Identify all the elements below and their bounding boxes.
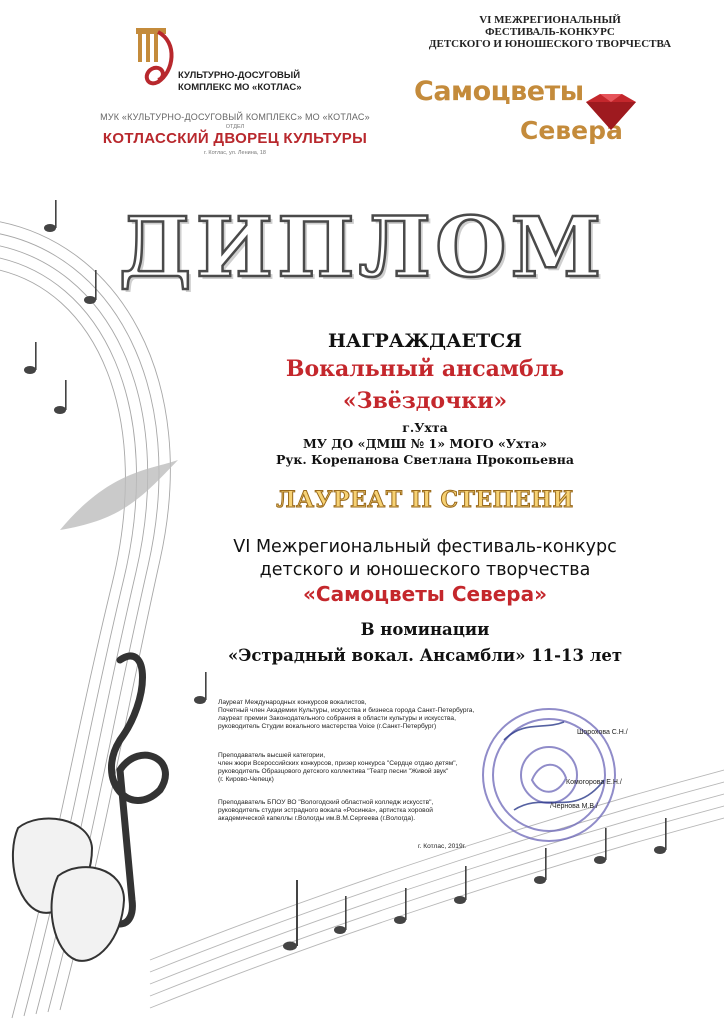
group-name-line-2: «Звёздочки» bbox=[342, 388, 508, 414]
org-full-name: МУК «КУЛЬТУРНО-ДОСУГОВЫЙ КОМПЛЕКС» МО «КОТЛАС» bbox=[100, 112, 370, 122]
festival-name: «Самоцветы Севера» bbox=[302, 582, 548, 606]
rank-title: ЛАУРЕАТ II СТЕПЕНИ bbox=[276, 487, 574, 513]
group-name-line-1: Вокальный ансамбль bbox=[285, 356, 565, 382]
awarded-label: НАГРАЖДАЕТСЯ bbox=[327, 330, 523, 352]
place-and-date: г. Котлас, 2019г. bbox=[418, 843, 467, 850]
jury-2-line: Преподаватель высшей категории, bbox=[218, 752, 326, 759]
leader: Рук. Корепанова Светлана Прокопьевна bbox=[275, 452, 575, 467]
ruby-gem-icon bbox=[580, 92, 642, 132]
festival-header-line-3: ДЕТСКОГО И ЮНОШЕСКОГО ТВОРЧЕСТВА bbox=[428, 38, 672, 50]
signature-3-name: /Чернова М.В./ bbox=[550, 803, 598, 810]
jury-2-line: член жюри Всероссийских конкурсов, призер конкурса "Сердце отдаю детям", bbox=[218, 760, 458, 767]
school: МУ ДО «ДМШ № 1» МОГО «Ухта» bbox=[302, 436, 548, 451]
festival-header-line-2: ФЕСТИВАЛЬ-КОНКУРС bbox=[485, 26, 615, 38]
jury-2-line: (г. Кирово-Чепецк) bbox=[218, 776, 274, 783]
jury-1-line: Почетный член Академии Культуры, искусства и бизнеса города Санкт-Петербурга, bbox=[218, 707, 475, 714]
jury-member-3 bbox=[218, 799, 538, 823]
signature-1-name: Шорохова С.Н./ bbox=[577, 729, 628, 736]
department-label: ОТДЕЛ bbox=[225, 124, 245, 130]
jury-3-line: академической капеллы г.Вологды им.В.М.Сергеева (г.Вологда). bbox=[218, 815, 416, 822]
jury-1-line: Лауреат Международных конкурсов вокалистов, bbox=[218, 699, 367, 706]
jury-member-1 bbox=[218, 699, 518, 731]
palace-address: г. Котлас, ул. Ленина, 18 bbox=[204, 150, 266, 156]
festival-line-1: VI Межрегиональный фестиваль-конкурс bbox=[233, 537, 617, 557]
nomination-label: В номинации bbox=[360, 620, 490, 639]
festival-line-2: детского и юношеского творчества bbox=[259, 560, 591, 580]
festival-header bbox=[400, 14, 700, 50]
palace-name: КОТЛАССКИЙ ДВОРЕЦ КУЛЬТУРЫ bbox=[102, 130, 368, 147]
kdk-line-2: КОМПЛЕКС МО «КОТЛАС» bbox=[178, 82, 302, 93]
signature-2-name: Комогорова Е.Н./ bbox=[566, 779, 622, 786]
jury-1-line: лауреат премии Законодательного собрания в области культуры и искусства, bbox=[218, 715, 456, 722]
city: г.Ухта bbox=[402, 420, 448, 435]
kdk-logo-text bbox=[178, 70, 302, 94]
kdk-line-1: КУЛЬТУРНО-ДОСУГОВЫЙ bbox=[178, 70, 301, 81]
festival-header-line-1: VI МЕЖРЕГИОНАЛЬНЫЙ bbox=[479, 14, 621, 26]
jury-2-line: руководитель Образцового детского коллектива "Театр песни "Живой звук" bbox=[218, 768, 449, 775]
jury-3-line: руководитель студии эстрадного вокала «Росинка», артистка хоровой bbox=[218, 807, 433, 814]
diploma-title: ДИПЛОМ bbox=[118, 200, 606, 296]
festival-logo-line-1: Самоцветы bbox=[414, 76, 584, 107]
jury-3-line: Преподаватель БПОУ ВО "Вологодский областной колледж искусств", bbox=[218, 799, 434, 806]
jury-1-line: руководитель Студии вокального мастерства Voice (г.Санкт-Петербург) bbox=[218, 723, 437, 730]
nomination: «Эстрадный вокал. Ансамбли» 11-13 лет bbox=[227, 646, 623, 665]
festival-logo-line-2: Севера bbox=[520, 116, 623, 145]
jury-member-2 bbox=[218, 752, 518, 784]
